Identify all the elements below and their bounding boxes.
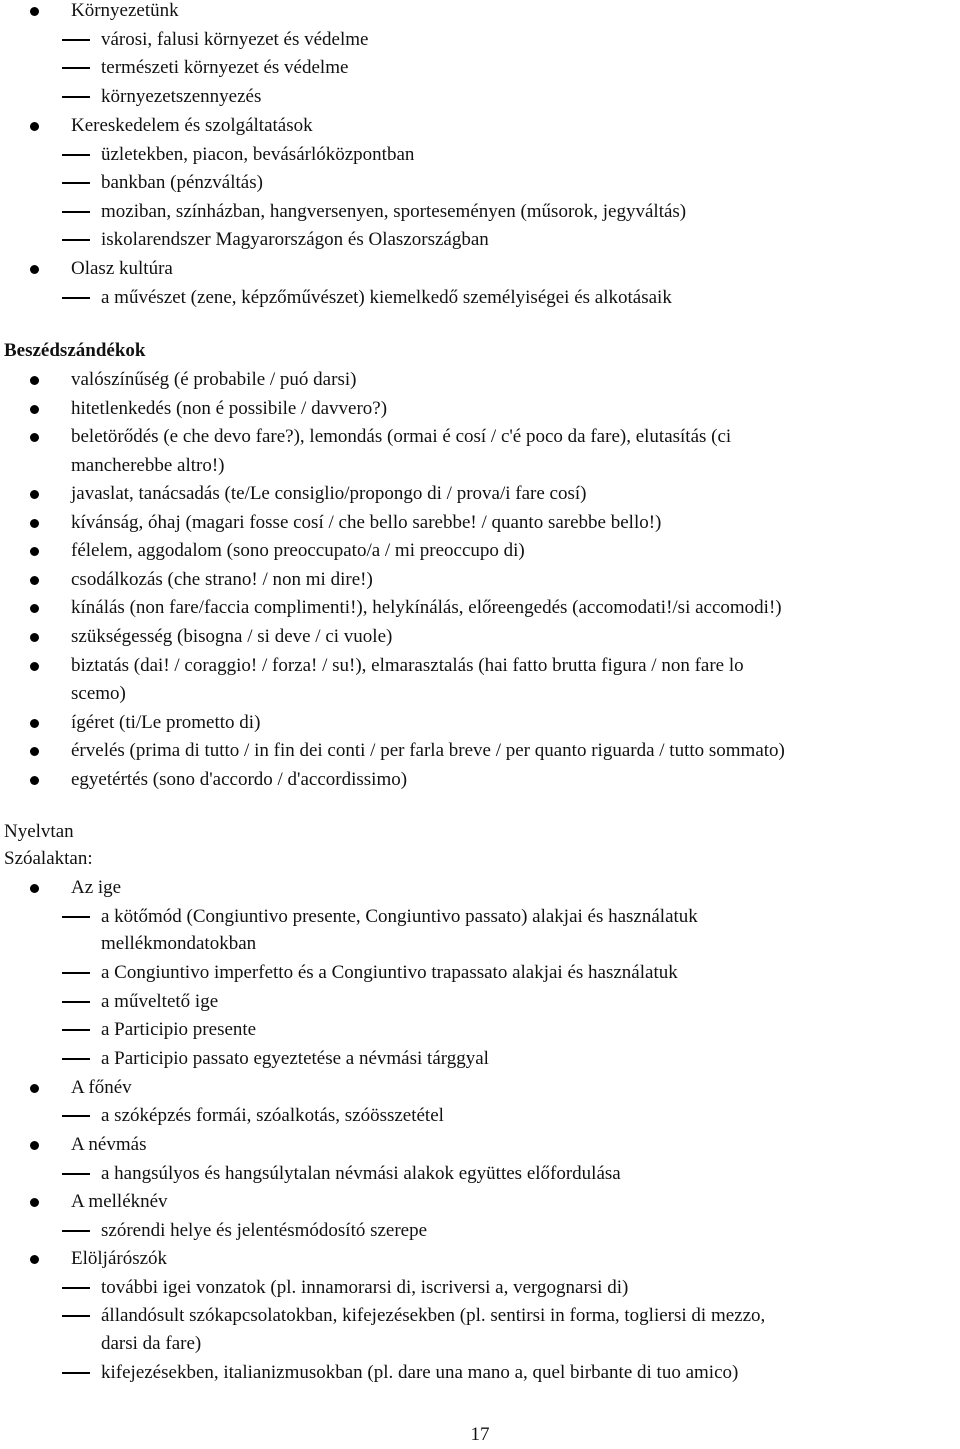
dash-icon [62, 1001, 90, 1003]
list-item: biztatás (dai! / coraggio! / forza! / su!), elmarasztalás (hai fatto brutta figura / non fare lo [71, 655, 744, 676]
list-item-continuation: scemo) [71, 683, 126, 704]
sub-list-item: moziban, színházban, hangversenyen, sporteseményen (műsorok, jegyváltás) [101, 201, 687, 222]
bullet-icon [30, 519, 39, 528]
bullet-icon [30, 122, 39, 131]
sub-list-item: a Participio presente [101, 1019, 257, 1040]
dash-icon [62, 211, 90, 213]
dash-icon [62, 182, 90, 184]
sub-list-item: a Participio passato egyeztetése a névmási tárggyal [101, 1048, 489, 1069]
dash-icon [62, 1315, 90, 1317]
sub-list-item: környezetszennyezés [101, 86, 262, 107]
sub-list-item-continuation: darsi da fare) [101, 1333, 202, 1354]
bullet-icon [30, 604, 39, 613]
sub-list-item: a kötőmód (Congiuntivo presente, Congiuntivo passato) alakjai és használatuk [101, 906, 698, 927]
sub-list-item: bankban (pénzváltás) [101, 172, 263, 193]
list-item: Kereskedelem és szolgáltatások [71, 115, 313, 136]
list-item: csodálkozás (che strano! / non mi dire!) [71, 569, 373, 590]
sub-list-item-continuation: mellékmondatokban [101, 933, 257, 954]
bullet-icon [30, 1084, 39, 1093]
sub-list-item: szórendi helye és jelentésmódosító szerepe [101, 1220, 428, 1241]
sub-list-item: a szóképzés formái, szóalkotás, szóösszetétel [101, 1105, 444, 1126]
list-item: szükségesség (bisogna / si deve / ci vuole) [71, 626, 393, 647]
dash-icon [62, 297, 90, 299]
bullet-icon [30, 433, 39, 442]
sub-list-item: a műveltető ige [101, 991, 219, 1012]
sub-list-item: a művészet (zene, képzőművészet) kiemelkedő személyiségei és alkotásaik [101, 287, 672, 308]
sub-list-item: állandósult szókapcsolatokban, kifejezésekben (pl. sentirsi in forma, togliersi di mezzo, [101, 1305, 766, 1326]
list-item: érvelés (prima di tutto / in fin dei conti / per farla breve / per quanto riguarda / tutto sommato) [71, 740, 785, 761]
list-item: ígéret (ti/Le prometto di) [71, 712, 261, 733]
bullet-icon [30, 662, 39, 671]
list-item: egyetértés (sono d'accordo / d'accordissimo) [71, 769, 408, 790]
sub-list-item: üzletekben, piacon, bevásárlóközpontban [101, 144, 415, 165]
dash-icon [62, 916, 90, 918]
sub-list-item: a Congiuntivo imperfetto és a Congiuntivo trapassato alakjai és használatuk [101, 962, 678, 983]
list-item: hitetlenkedés (non é possibile / davvero?) [71, 398, 388, 419]
bullet-icon [30, 884, 39, 893]
dash-icon [62, 67, 90, 69]
dash-icon [62, 39, 90, 41]
list-item: Olasz kultúra [71, 258, 173, 279]
bullet-icon [30, 776, 39, 785]
dash-icon [62, 1173, 90, 1175]
dash-icon [62, 1372, 90, 1374]
dash-icon [62, 1287, 90, 1289]
list-item: valószínűség (é probabile / puó darsi) [71, 369, 357, 390]
bullet-icon [30, 265, 39, 274]
sub-list-item: a hangsúlyos és hangsúlytalan névmási alakok együttes előfordulása [101, 1163, 621, 1184]
sub-list-item: iskolarendszer Magyarországon és Olaszországban [101, 229, 489, 250]
bullet-icon [30, 719, 39, 728]
list-item: javaslat, tanácsadás (te/Le consiglio/propongo di / prova/i fare cosí) [71, 483, 587, 504]
bullet-icon [30, 576, 39, 585]
list-item: kívánság, óhaj (magari fosse cosí / che bello sarebbe! / quanto sarebbe bello!) [71, 512, 662, 533]
sub-list-item: kifejezésekben, italianizmusokban (pl. dare una mano a, quel birbante di tuo amico) [101, 1362, 739, 1383]
bullet-icon [30, 1141, 39, 1150]
dash-icon [62, 1115, 90, 1117]
dash-icon [62, 1058, 90, 1060]
list-item: Környezetünk [71, 0, 179, 21]
list-item: Elöljárószók [71, 1248, 168, 1269]
sub-list-item: városi, falusi környezet és védelme [101, 29, 369, 50]
list-item-continuation: mancherebbe altro!) [71, 455, 225, 476]
list-item: A melléknév [71, 1191, 168, 1212]
list-item: félelem, aggodalom (sono preoccupato/a / mi preoccupo di) [71, 540, 525, 561]
dash-icon [62, 1230, 90, 1232]
dash-icon [62, 972, 90, 974]
list-item: Az ige [71, 877, 122, 898]
bullet-icon [30, 747, 39, 756]
bullet-icon [30, 633, 39, 642]
dash-icon [62, 1029, 90, 1031]
dash-icon [62, 96, 90, 98]
morphology-heading: Szóalaktan: [4, 848, 93, 869]
bullet-icon [30, 1198, 39, 1207]
sub-list-item: további igei vonzatok (pl. innamorarsi di, iscriversi a, vergognarsi di) [101, 1277, 629, 1298]
dash-icon [62, 239, 90, 241]
bullet-icon [30, 490, 39, 499]
bullet-icon [30, 376, 39, 385]
intents-heading: Beszédszándékok [4, 340, 146, 361]
grammar-heading: Nyelvtan [4, 821, 74, 842]
list-item: A főnév [71, 1077, 132, 1098]
bullet-icon [30, 547, 39, 556]
bullet-icon [30, 1255, 39, 1264]
sub-list-item: természeti környezet és védelme [101, 57, 349, 78]
page-number: 17 [470, 1424, 490, 1445]
list-item: kínálás (non fare/faccia complimenti!), helykínálás, előreengedés (accomodati!/si accomodi!) [71, 597, 782, 618]
bullet-icon [30, 7, 39, 16]
list-item: A névmás [71, 1134, 147, 1155]
bullet-icon [30, 405, 39, 414]
dash-icon [62, 154, 90, 156]
list-item: beletörődés (e che devo fare?), lemondás (ormai é cosí / c'é poco da fare), elutasítás (ci [71, 426, 732, 447]
